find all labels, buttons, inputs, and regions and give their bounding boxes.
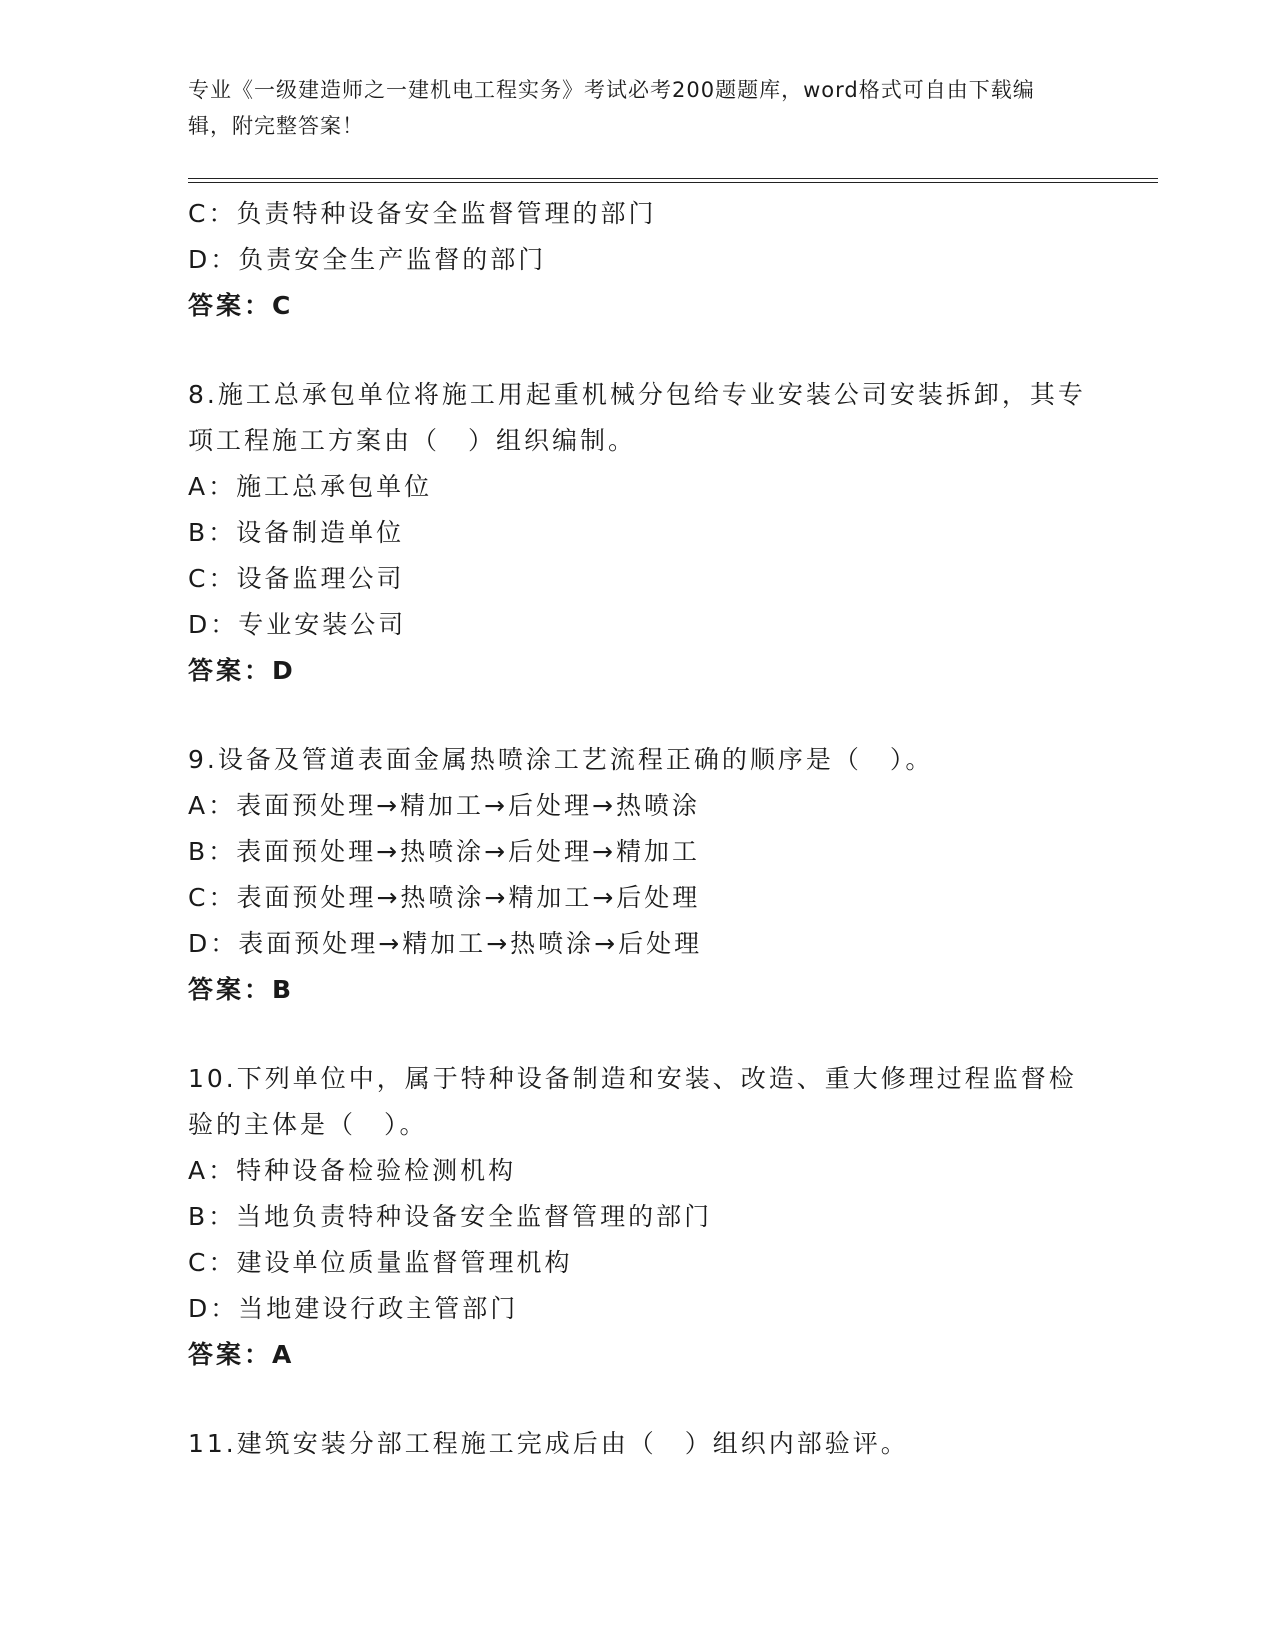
answer-line: 答案：C [188,291,294,320]
option-b: B：设备制造单位 [188,518,405,547]
option-a: A：施工总承包单位 [188,472,433,501]
question-10 [188,1056,1158,1378]
option-c: C：建设单位质量监督管理机构 [188,1248,573,1277]
document-page [188,72,1158,1467]
question-7-continued [188,191,1158,329]
option-c: C：负责特种设备安全监督管理的部门 [188,199,657,228]
question-11 [188,1421,1158,1467]
spacer [188,329,1158,372]
option-c: C：设备监理公司 [188,564,405,593]
option-a: A：特种设备检验检测机构 [188,1156,517,1185]
option-d: D：当地建设行政主管部门 [188,1294,519,1323]
option-a: A：表面预处理→精加工→后处理→热喷涂 [188,791,700,820]
question-list [188,191,1158,1467]
document-header: 专业《一级建造师之一建机电工程实务》考试必考200题题库，word格式可自由下载编辑，附完整答案！ [188,78,1035,138]
spacer [188,694,1158,737]
option-d: D：专业安装公司 [188,610,407,639]
option-d: D：负责安全生产监督的部门 [188,245,547,274]
spacer [188,1013,1158,1056]
answer-line: 答案：B [188,975,295,1004]
header-divider [188,178,1158,183]
answer-line: 答案：D [188,656,296,685]
spacer [188,1378,1158,1421]
option-b: B：表面预处理→热喷涂→后处理→精加工 [188,837,700,866]
option-d: D：表面预处理→精加工→热喷涂→后处理 [188,929,703,958]
question-text: 8.施工总承包单位将施工用起重机械分包给专业安装公司安装拆卸，其专项工程施工方案由（ ）组织编制。 [188,380,1086,455]
question-9 [188,737,1158,1013]
question-8 [188,372,1158,694]
answer-line: 答案：A [188,1340,295,1369]
question-text: 9.设备及管道表面金属热喷涂工艺流程正确的顺序是（ ）。 [188,745,934,774]
option-c: C：表面预处理→热喷涂→精加工→后处理 [188,883,701,912]
question-text: 10.下列单位中，属于特种设备制造和安装、改造、重大修理过程监督检验的主体是（ ）。 [188,1064,1077,1139]
question-text: 11.建筑安装分部工程施工完成后由（ ）组织内部验评。 [188,1429,909,1458]
option-b: B：当地负责特种设备安全监督管理的部门 [188,1202,713,1231]
